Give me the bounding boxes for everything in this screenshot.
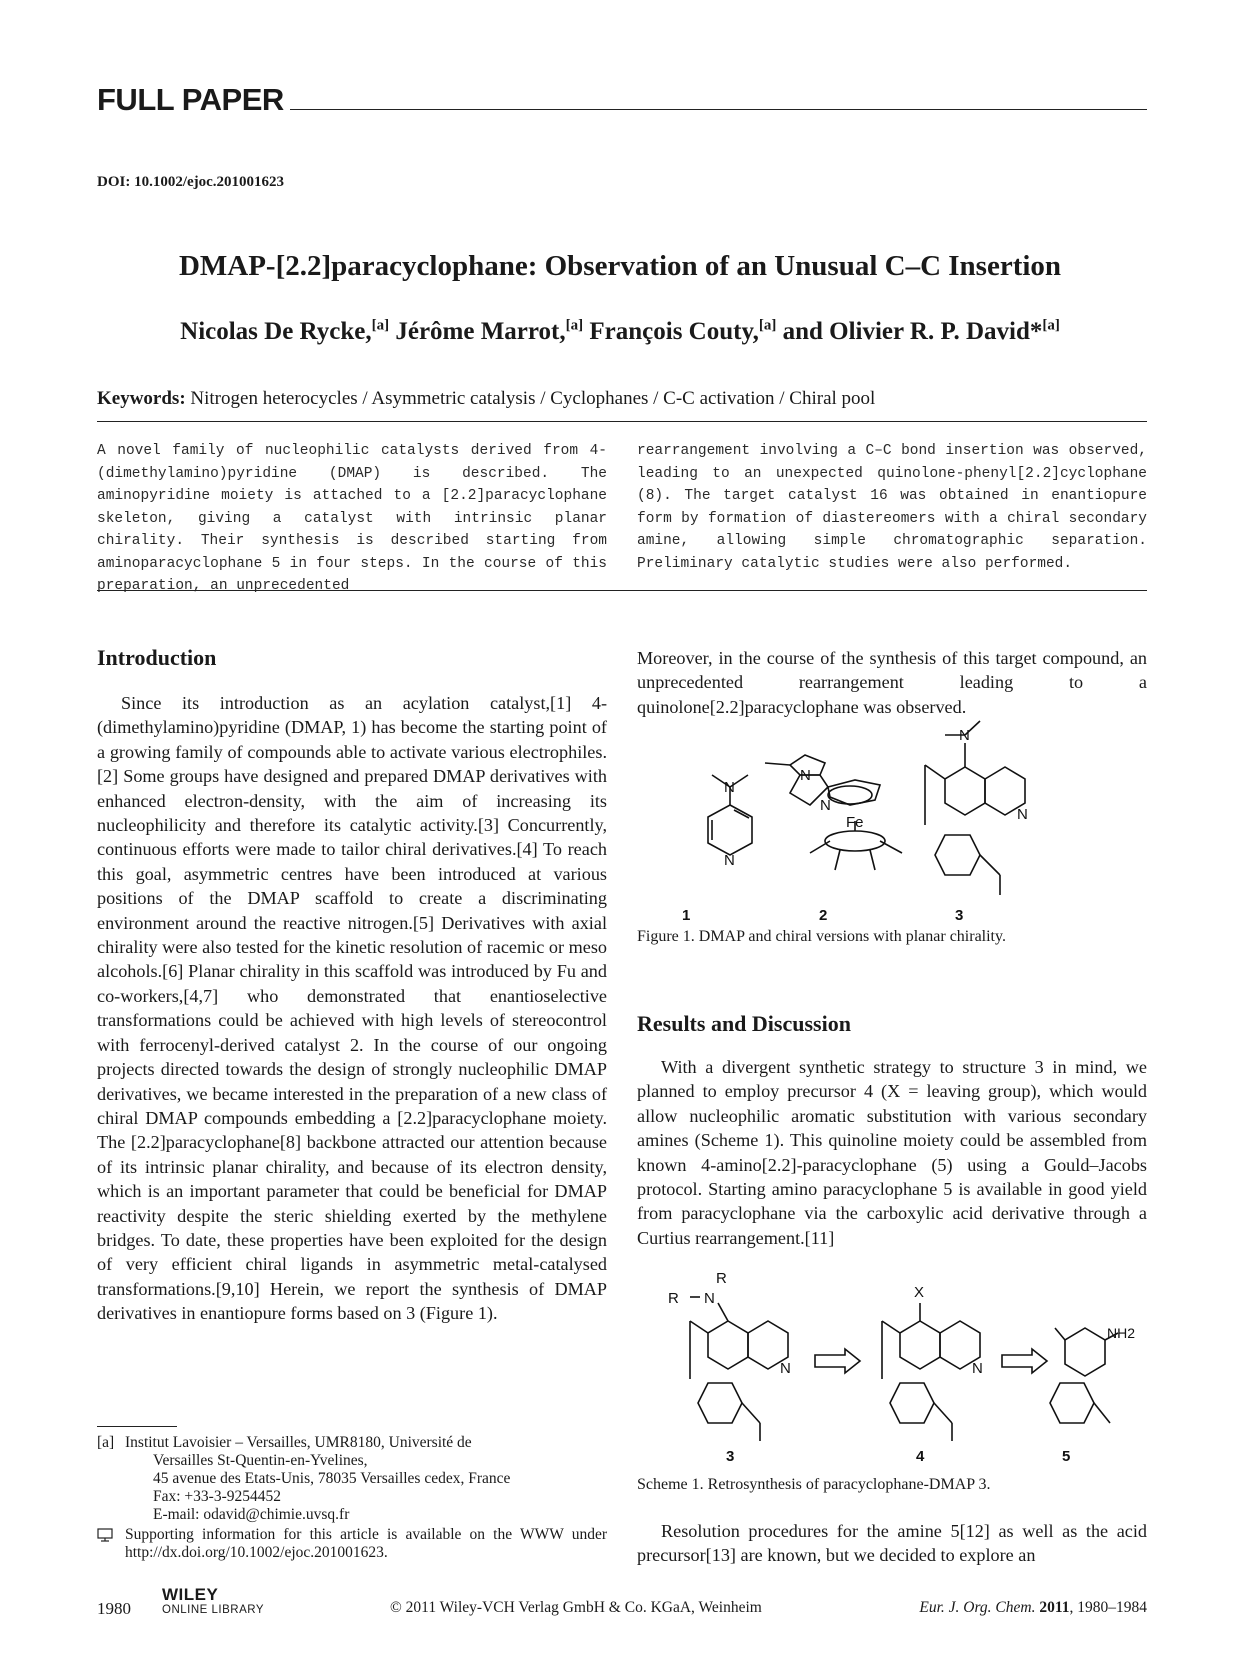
online-library-text: ONLINE LIBRARY bbox=[162, 1604, 265, 1616]
author-name: Nicolas De Rycke, bbox=[180, 318, 372, 345]
structure-4 bbox=[882, 1284, 983, 1441]
results-heading: Results and Discussion bbox=[637, 1011, 851, 1036]
author-list bbox=[0, 318, 1240, 346]
header-rule bbox=[290, 109, 1147, 110]
compound-label: 1 bbox=[682, 907, 691, 924]
scheme-1-caption: Scheme 1. Retrosynthesis of paracyclophane-DMAP 3. bbox=[637, 1476, 991, 1493]
atom-n-label: N bbox=[972, 1360, 983, 1377]
atom-nh2-label: NH2 bbox=[1107, 1325, 1136, 1341]
figure-1-caption: Figure 1. DMAP and chiral versions with planar chirality. bbox=[637, 928, 1006, 945]
journal-year: 2011 bbox=[1039, 1599, 1070, 1616]
affiliation-mark: [a] bbox=[371, 317, 390, 334]
figure-1-structures bbox=[680, 725, 1100, 924]
doi-line[interactable]: DOI: 10.1002/ejoc.201001623 bbox=[97, 174, 285, 190]
computer-icon bbox=[97, 1528, 113, 1542]
affiliation-mark: [a] bbox=[1042, 317, 1060, 334]
introduction-continuation bbox=[637, 646, 1147, 719]
affiliation-line: Institut Lavoisier – Versailles, UMR8180, Université de bbox=[125, 1434, 472, 1451]
affiliation-block bbox=[97, 1434, 607, 1524]
compound-label: 2 bbox=[819, 907, 828, 924]
atom-r-label: R bbox=[668, 1290, 679, 1307]
atom-n-label: N bbox=[959, 727, 970, 744]
structure-5 bbox=[1050, 1325, 1135, 1423]
wiley-online-library-logo[interactable] bbox=[162, 1585, 264, 1616]
results-continued bbox=[637, 1519, 1147, 1568]
keywords-text: Nitrogen heterocycles / Asymmetric catalysis / Cyclophanes / C-C activation / Chiral pool bbox=[185, 388, 876, 409]
abstract-right: rearrangement involving a C–C bond insertion was observed, leading to an unexpected quinolone-phenyl[2.2]cyclophane (8). The target catalyst 16 was obtained in enantiopure form by formation of diastereomers with a chiral secondary amine, allowing simple chromatographic separation. Preliminary catalytic studies were also performed. bbox=[637, 443, 1147, 572]
atom-n-label: N bbox=[1017, 806, 1028, 823]
abstract-rule bbox=[97, 590, 1147, 591]
fax-line: Fax: +33-3-9254452 bbox=[153, 1488, 281, 1505]
introduction-body bbox=[97, 691, 607, 1326]
compound-label: 4 bbox=[916, 1448, 925, 1465]
atom-n-label: N bbox=[820, 797, 831, 814]
journal-name: Eur. J. Org. Chem. bbox=[919, 1599, 1036, 1616]
email-line[interactable]: E-mail: odavid@chimie.uvsq.fr bbox=[153, 1506, 350, 1523]
abstract-left: A novel family of nucleophilic catalysts derived from 4-(dimethylamino)pyridine (DMAP) is described. The aminopyridine moiety is attached to a [2.2]paracyclophane skeleton, giving a catalyst with intrinsic planar chirality. Their synthesis is described starting from aminoparacyclophane 5 in four steps. In the course of this preparation, an unprecedented bbox=[97, 443, 607, 594]
atom-r-label: R bbox=[716, 1270, 727, 1287]
results-body bbox=[637, 1055, 1147, 1250]
atom-n-label: N bbox=[724, 852, 735, 869]
structure-ferrocenyl bbox=[765, 755, 902, 870]
results-paragraph-2: Resolution procedures for the amine 5[12] as well as the acid precursor[13] are known, but we decided to explore an bbox=[637, 1521, 1147, 1566]
structure-dmap bbox=[708, 775, 752, 869]
wiley-logo-text: WILEY bbox=[162, 1585, 219, 1604]
affiliation-tag: [a] bbox=[97, 1434, 115, 1451]
author-name: François Couty, bbox=[583, 318, 759, 345]
article-type: FULL PAPER bbox=[97, 82, 284, 117]
results-paragraph: With a divergent synthetic strategy to structure 3 in mind, we planned to employ precursor 4 (X = leaving group), which would allow nucleophilic aromatic substitution with various secondary amines (Scheme 1). This quinoline moiety could be assembled from known 4-amino[2.2]-paracyclophane (5) using a Gould–Jacobs protocol. Starting amino paracyclophane 5 is available in good yield from paracyclophane via the carboxylic acid derivative through a Curtius rearrangement.[11] bbox=[637, 1057, 1147, 1248]
copyright: © 2011 Wiley-VCH Verlag GmbH & Co. KGaA, Weinheim bbox=[390, 1599, 762, 1616]
keywords-rule bbox=[97, 421, 1147, 422]
affiliation-line: Versailles St-Quentin-en-Yvelines, bbox=[153, 1452, 368, 1469]
structure-dmap-paracyclophane bbox=[925, 721, 1028, 895]
keywords-label: Keywords: bbox=[97, 388, 186, 409]
scheme-1-retrosynthesis bbox=[660, 1270, 1136, 1465]
atom-fe-label: Fe bbox=[846, 814, 864, 831]
atom-x-label: X bbox=[914, 1284, 925, 1301]
author-name: and Olivier R. P. David* bbox=[776, 318, 1043, 345]
atom-n-label: N bbox=[780, 1360, 791, 1377]
keywords bbox=[97, 388, 875, 410]
journal-citation bbox=[919, 1599, 1147, 1617]
affiliation-mark: [a] bbox=[565, 317, 584, 334]
page-header bbox=[97, 78, 1147, 118]
atom-n-label: N bbox=[704, 1290, 715, 1307]
atom-n-label: N bbox=[800, 767, 811, 784]
journal-pages: , 1980–1984 bbox=[1069, 1599, 1147, 1616]
introduction-heading: Introduction bbox=[97, 645, 217, 670]
supporting-info bbox=[97, 1526, 607, 1562]
atom-n-label: N bbox=[724, 779, 735, 796]
retro-arrow bbox=[1002, 1349, 1047, 1373]
compound-label: 3 bbox=[955, 907, 964, 924]
author-name: Jérôme Marrot, bbox=[389, 318, 566, 345]
page-number: 1980 bbox=[97, 1599, 131, 1618]
structure-3 bbox=[668, 1270, 791, 1441]
introduction-paragraph: Since its introduction as an acylation catalyst,[1] 4-(dimethylamino)pyridine (DMAP, 1) has become the starting point of a growing family of compounds able to activate various electrophiles.[2] Some groups have designed and prepared DMAP derivatives with enhanced electron-density, with the aim of increasing its nucleophilicity and therefore its catalytic activity.[3] Concurrently, continuous efforts were made to tailor chiral derivatives.[4] To reach this goal, asymmetric centres have been introduced at various positions of the DMAP scaffold to create a discriminating environment around the reactive nitrogen.[5] Derivatives with axial chirality were also tested for the kinetic resolution of racemic or meso alcohols.[6] Planar chirality in this scaffold was introduced by Fu and co-workers,[4,7] who demonstrated that enantioselective transformations could be achieved with high levels of stereocontrol with ferrocenyl-derived catalyst 2. In the course of our ongoing projects directed towards the design of strongly nucleophilic DMAP derivatives, we became interested in the preparation of a new class of chiral DMAP compounds embedding a [2.2]paracyclophane moiety. The [2.2]paracyclophane[8] backbone attracted our attention because of its intrinsic planar chirality, and because of its electron density, which is an important parameter that could be beneficial for DMAP reactivity despite the steric shielding exerted by the methylene bridges. To date, these properties have been exploited for the design of very efficient chiral ligands in asymmetric metal-catalysed transformations.[9,10] Herein, we report the synthesis of DMAP derivatives in enantiopure forms based on 3 (Figure 1). bbox=[97, 693, 607, 1324]
retro-arrow bbox=[815, 1349, 860, 1373]
affiliation-mark: [a] bbox=[758, 317, 777, 334]
footnote-rule bbox=[97, 1426, 177, 1427]
compound-label: 3 bbox=[726, 1448, 735, 1465]
paper-title: DMAP-[2.2]paracyclophane: Observation of an Unusual C–C Insertion bbox=[178, 250, 1062, 282]
supporting-info-text[interactable]: Supporting information for this article is available on the WWW under http://dx.doi.org/10.1002/ejoc.201001623. bbox=[125, 1526, 607, 1561]
compound-label: 5 bbox=[1062, 1448, 1071, 1465]
affiliation-footnote bbox=[97, 1434, 607, 1562]
continuation-paragraph: Moreover, in the course of the synthesis of this target compound, an unprecedented rearrangement leading to a quinolone[2.2]paracyclophane was observed. bbox=[637, 648, 1147, 717]
affiliation-line: 45 avenue des Etats-Unis, 78035 Versailles cedex, France bbox=[153, 1470, 511, 1487]
